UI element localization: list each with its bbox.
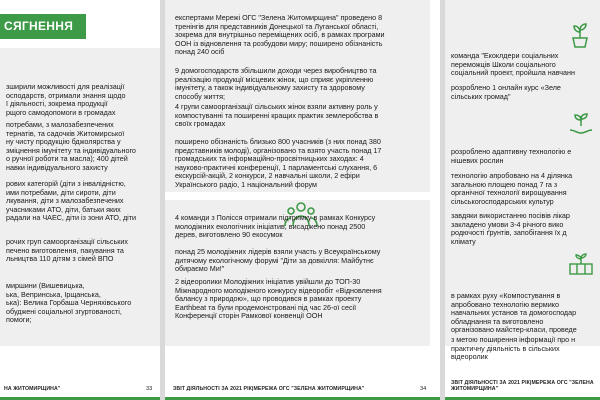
text-block-3: рових категорій (діти з інвалідністю, ими потребами, діти сироти, діти лкування, діти з малозабезпечених учасниками АТО, діти, батьки яких радали на ЧАЕС, діти із зони АТО, діти (6, 179, 137, 223)
text-block-2: 9 домогосподарств збільшили доходи через виробництво та реалізацію продукції місцевих жінок, що сприяє укріпленню імунітету, а також індивідуальному захисту та здоровому способу життя; (175, 66, 377, 101)
text-block-1: експертами Мережі ОГС "Зелена Житомирщина" проведено 8 тренінгів для представників Донецької та Луганської області, зокрема для внутрішньо переміщених осіб, в рамках програми ООН із відновлення та розбудови миру; поширено обізнаність понад 240 осіб (175, 13, 385, 57)
page-34 (165, 0, 440, 400)
text-block-5: 4 команди з Полісся отримали підтримку в рамках Конкурсу молодіжних екологічних ініціатив, висаджено понад 2500 дерев, виготовлено 90 екосумок (175, 213, 376, 240)
text-block-4: поширено обізнаність близько 800 учасників (з них понад 380 представників молоді), організовано та взято участь понад 17 громадських та інформаційно-просвітницьких заходах: 4 науково-практичні конференції, 1 парламентські слухання, 6 екскурсій-акцій, 2 конкурси, 2 навчальні школи, 2 ефіри Українського радіо, 1 національний форум (175, 137, 382, 189)
text-block-2: розроблено 1 онлайн курс «Зеле сільських громад" (451, 83, 561, 101)
text-block-1: зширили можливості для реалізації осподарств, отримали знання щодо ї діяльності, зокрема продукції рщого самодопомоги в громадах (6, 82, 126, 117)
text-block-1: команда "Екоклдери соціальних переможців Школи соціального соціальний проект, пройшла навчанн (451, 51, 575, 78)
section-heading: СЯГНЕННЯ (0, 14, 86, 39)
text-block-5: миршини (Вишевицька, ька, Вепринська, Ірщанська, ька): Велика Горбаша Черняхівського обуджені соціальної згуртованості, помоги; (6, 281, 132, 325)
text-block-4: технологію апробовано на 4 ділянка загальною площею понад 7 га з органічної технології вирощування сільськогосподарських культур (451, 171, 573, 206)
text-block-3: розроблено адаптивну технологію е нішевих рослин (451, 147, 572, 165)
hands-sprout-icon (567, 110, 595, 138)
page-33 (0, 0, 160, 400)
page-number: 33 (146, 386, 153, 392)
text-block-3: 4 групи самоорганізації сільських жінок взяли активну роль у компостуванні та поширенні кращих практик землеробства в своїх громадах (175, 102, 379, 129)
text-block-6: в рамках руху «Компостування в апробовано технологію вермико навчальних установ та домогосподар обладнання та виготовлено організовано майстер-класи, проведе (451, 291, 577, 335)
page-footer: ЗВІТ ДІЯЛЬНОСТІ ЗА 2021 РІК|МЕРЕЖА ОГС "ЗЕЛЕНА ЖИТОМИРЩИНА" (173, 386, 365, 392)
page-35 (445, 0, 600, 400)
text-block-2: потребами, з малозабезпечених тернатів, та садочків Житомирської ну чисту продукцію бджолярства у зміцнення імунітету та індивідуального о ручної роботи та масла); 400 дітей навки індивідуального захисту (6, 120, 136, 172)
flower-pot-icon (565, 20, 595, 50)
page-footer: НА ЖИТОМИРЩИНА" (4, 386, 61, 392)
text-block-7: з метою поширення інформації про н практичну діяльність в сільських відеоролик (451, 335, 576, 362)
text-block-5: завдяки використанню посівів лікар закладено умови 3-4 річного вико родючості ґрунтів, запобігання їх д клімату (451, 211, 570, 246)
page-number: 34 (420, 386, 427, 392)
text-block-7: 2 відеоролики Молодіжних ініціатив увійшли до ТОП-30 Міжнародного молодіжного конкурсу відеоробіт «Відновлення балансу з природою», що проводився в рамках проекту Earthbeat та були продемонстровані під час 26-ої сесії Конференції сторін Рамкової конвенції ООН (175, 277, 382, 321)
page-footer: ЗВІТ ДІЯЛЬНОСТІ ЗА 2021 РІК|МЕРЕЖА ОГС "ЗЕЛЕНА ЖИТОМИРЩИНА" (451, 380, 594, 392)
sprout-grid-icon (567, 250, 595, 278)
text-block-4: рочих груп самоорганізації сільських печено виготовлення, пакування та льництва 110 дітям з сімей ВПО (6, 237, 128, 264)
text-block-6: понад 25 молодіжних лідерів взяли участь у Всеукраїнському дитячому екологічному форумі "Діти за довкілля: Майбутнє обираємо Ми!" (175, 247, 381, 274)
